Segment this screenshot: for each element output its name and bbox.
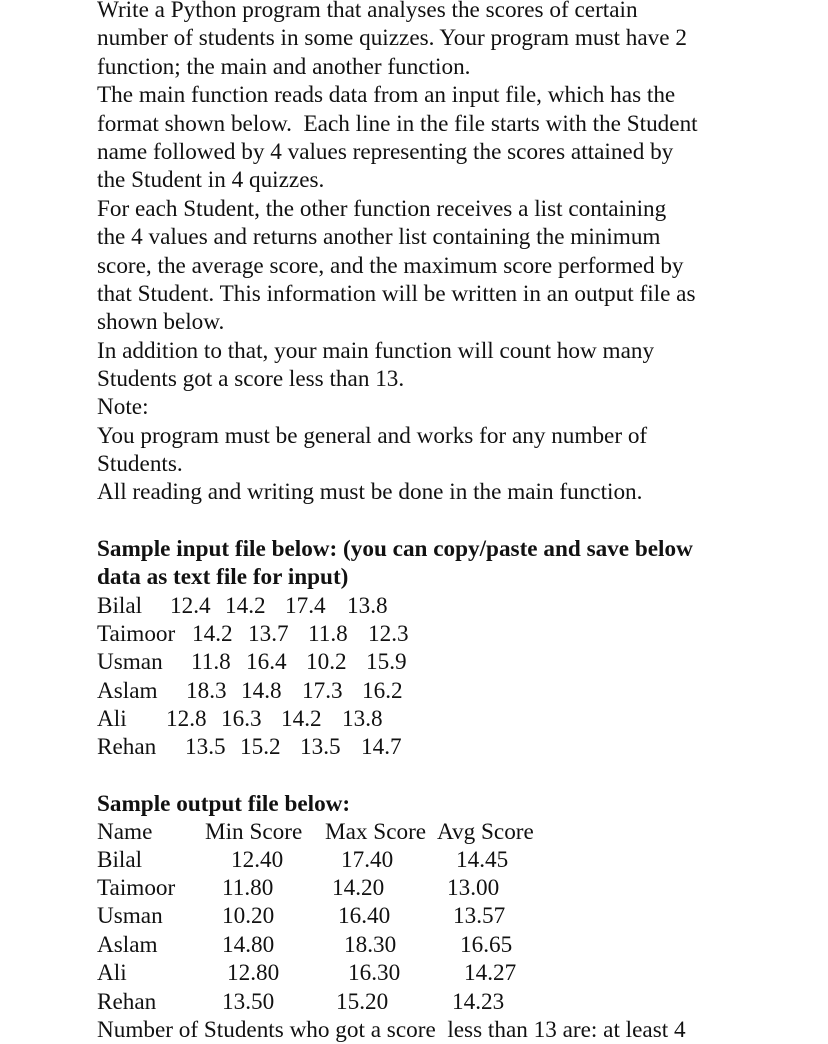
input-score: 15.9 <box>366 649 407 675</box>
intro-line: format shown below. Each line in the file starts with the Student <box>97 111 698 137</box>
input-name: Bilal <box>97 593 143 619</box>
input-name: Rehan <box>97 734 157 760</box>
input-name: Ali <box>97 706 127 732</box>
output-column-header: Name <box>97 819 153 845</box>
intro-line: Note: <box>97 394 149 420</box>
input-name: Taimoor <box>97 621 176 647</box>
intro-line: that Student. This information will be written in an output file as <box>97 281 696 307</box>
output-name: Aslam <box>97 932 158 958</box>
output-max: 14.20 <box>332 875 385 901</box>
input-score: 16.3 <box>221 706 262 732</box>
output-min: 10.20 <box>222 903 275 929</box>
input-score: 13.5 <box>185 734 226 760</box>
output-name: Usman <box>97 903 163 929</box>
input-score: 14.2 <box>225 593 266 619</box>
input-score: 12.8 <box>166 706 207 732</box>
input-score: 15.2 <box>240 734 281 760</box>
intro-line: Students. <box>97 451 183 477</box>
intro-line: function; the main and another function. <box>97 54 471 80</box>
intro-line: number of students in some quizzes. Your program must have 2 <box>97 25 687 51</box>
input-score: 14.8 <box>241 678 282 704</box>
input-score: 13.8 <box>342 706 383 732</box>
input-score: 16.2 <box>362 678 403 704</box>
output-avg: 14.23 <box>452 989 505 1015</box>
output-min: 13.50 <box>222 989 275 1015</box>
intro-line: All reading and writing must be done in the main function. <box>97 479 643 505</box>
output-max: 18.30 <box>344 932 397 958</box>
output-name: Taimoor <box>97 875 176 901</box>
output-name: Rehan <box>97 989 157 1015</box>
input-score: 17.3 <box>302 678 343 704</box>
input-score: 12.4 <box>170 593 211 619</box>
output-max: 15.20 <box>336 989 389 1015</box>
intro-line: the 4 values and returns another list containing the minimum <box>97 224 661 250</box>
intro-line: Write a Python program that analyses the scores of certain <box>97 0 638 23</box>
input-score: 10.2 <box>306 649 347 675</box>
input-score: 14.7 <box>361 734 402 760</box>
input-score: 18.3 <box>186 678 227 704</box>
input-score: 14.2 <box>192 621 233 647</box>
output-min: 11.80 <box>222 875 274 901</box>
output-min: 14.80 <box>222 932 275 958</box>
output-column-header: Max Score <box>325 819 427 845</box>
input-score: 16.4 <box>246 649 287 675</box>
output-min: 12.80 <box>227 960 280 986</box>
input-score: 13.7 <box>248 621 289 647</box>
intro-line: In addition to that, your main function will count how many <box>97 338 655 364</box>
input-score: 17.4 <box>285 593 326 619</box>
sample-input-heading: data as text file for input) <box>97 564 349 590</box>
input-name: Aslam <box>97 678 158 704</box>
output-column-header: Avg Score <box>437 819 534 845</box>
output-max: 16.30 <box>348 960 401 986</box>
input-score: 11.8 <box>308 621 348 647</box>
output-min: 12.40 <box>231 847 284 873</box>
output-max: 16.40 <box>338 903 391 929</box>
sample-output-heading: Sample output file below: <box>97 791 351 817</box>
output-footer-partial: Number of Students who got a score less than 13 are: at least 4 <box>97 1017 686 1043</box>
sample-input-heading: Sample input file below: (you can copy/paste and save below <box>97 536 693 562</box>
intro-line: Students got a score less than 13. <box>97 366 405 392</box>
intro-line: The main function reads data from an input file, which has the <box>97 82 676 108</box>
intro-line: You program must be general and works for any number of <box>97 423 648 449</box>
output-avg: 13.57 <box>453 903 506 929</box>
intro-line: score, the average score, and the maximum score performed by <box>97 253 684 279</box>
intro-line: For each Student, the other function receives a list containing <box>97 196 667 222</box>
output-max: 17.40 <box>341 847 394 873</box>
output-column-header: Min Score <box>205 819 303 845</box>
intro-line: shown below. <box>97 309 225 335</box>
input-score: 13.8 <box>347 593 388 619</box>
output-avg: 14.27 <box>464 960 517 986</box>
intro-line: name followed by 4 values representing the scores attained by <box>97 139 674 165</box>
output-avg: 14.45 <box>456 847 509 873</box>
output-avg: 13.00 <box>447 875 500 901</box>
input-name: Usman <box>97 649 163 675</box>
output-name: Bilal <box>97 847 143 873</box>
input-score: 12.3 <box>368 621 409 647</box>
output-avg: 16.65 <box>460 932 513 958</box>
input-score: 14.2 <box>281 706 322 732</box>
input-score: 13.5 <box>300 734 341 760</box>
intro-line: the Student in 4 quizzes. <box>97 167 325 193</box>
input-score: 11.8 <box>191 649 231 675</box>
output-name: Ali <box>97 960 127 986</box>
